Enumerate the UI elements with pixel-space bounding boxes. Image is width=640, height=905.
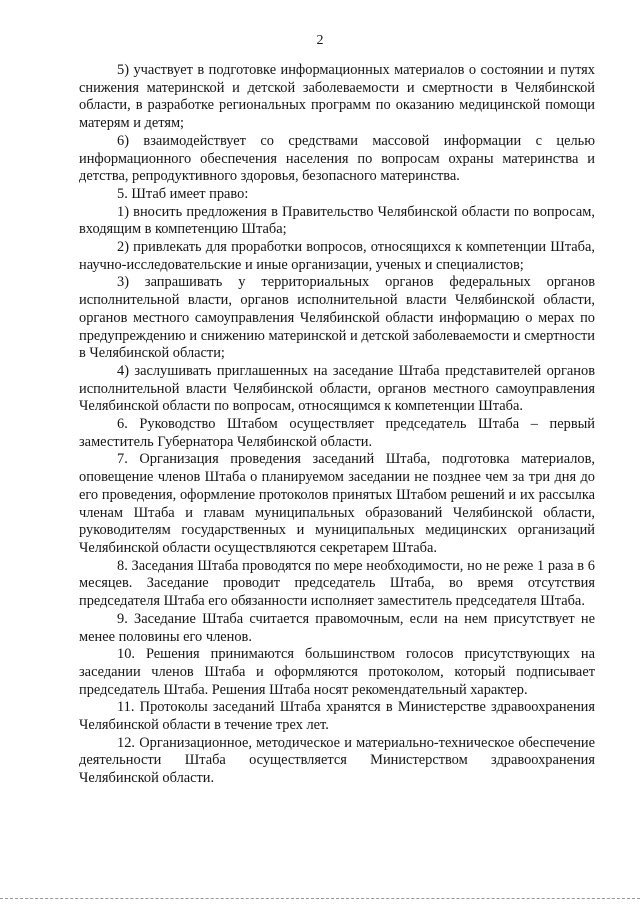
paragraph-section-8-meeting-frequency: 8. Заседания Штаба проводятся по мере необходимости, но не реже 1 раза в 6 месяцев. Заседание проводит председатель Штаба, во время отсутствия председателя Штаба его обязанности исполняет заместитель председателя Штаба. [79,557,595,610]
paragraph-right-3-request-information: 3) запрашивать у территориальных органов федеральных органов исполнительной власти, органов исполнительной власти Челябинской области, органов местного самоуправления Челябинской области информацию о мерах по предупреждению и снижению материнской и детской заболеваемости и смертности в Челябинской области; [79,274,595,362]
document-body [79,62,595,788]
scan-bottom-edge-divider [0,898,640,899]
paragraph-section-7-meeting-organization: 7. Организация проведения заседаний Штаба, подготовка материалов, оповещение членов Штаба о планируемом заседании не позднее чем за три дня до его проведения, оформление протоколов принятых Штабом решений и их рассылка членам Штаба и главам муниципальных образований Челябинской области, руководителям государственных и муниципальных медицинских организаций Челябинской области осуществляются секретарем Штаба. [79,451,595,556]
page-number: 2 [316,33,324,48]
paragraph-right-1-proposals: 1) вносить предложения в Правительство Челябинской области по вопросам, входящим в компетенцию Штаба; [79,203,595,238]
paragraph-right-4-hear-representatives: 4) заслушивать приглашенных на заседание Штаба представителей органов исполнительной власти Челябинской области, органов местного самоуправления Челябинской области по вопросам, относящимся к компетенции Штаба. [79,362,595,415]
paragraph-item-5-informational-materials: 5) участвует в подготовке информационных материалов о состоянии и путях снижения материнской и детской заболеваемости и смертности в Челябинской области, в разработке региональных программ по оказанию медицинской помощи матерям и детям; [79,62,595,132]
paragraph-right-2-organizations: 2) привлекать для проработки вопросов, относящихся к компетенции Штаба, научно-исследовательские и иные организации, ученых и специалистов; [79,239,595,273]
paragraph-section-6-leadership: 6. Руководство Штабом осуществляет председатель Штаба – первый заместитель Губернатора Челябинской области. [79,416,595,450]
paragraph-section-5-rights-heading: 5. Штаб имеет право: [117,185,249,202]
paragraph-section-12-support: 12. Организационное, методическое и материально-техническое обеспечение деятельности Штаба осуществляется Министерством здравоохранения Челябинской области. [79,734,595,787]
paragraph-section-11-protocol-storage: 11. Протоколы заседаний Штаба хранятся в Министерстве здравоохранения Челябинской области в течение трех лет. [79,699,595,734]
paragraph-section-9-quorum: 9. Заседание Штаба считается правомочным, если на нем присутствует не менее половины его членов. [79,610,595,645]
paragraph-section-10-decisions: 10. Решения принимаются большинством голосов присутствующих на заседании членов Штаба и оформляются протоколом, который подписывает председатель Штаба. Решения Штаба носят рекомендательный характер. [79,646,595,698]
paragraph-item-6-media-interaction: 6) взаимодействует со средствами массовой информации с целью информационного обеспечения населения по вопросам охраны материнства и детства, репродуктивного здоровья, безопасного материнства. [79,132,595,185]
